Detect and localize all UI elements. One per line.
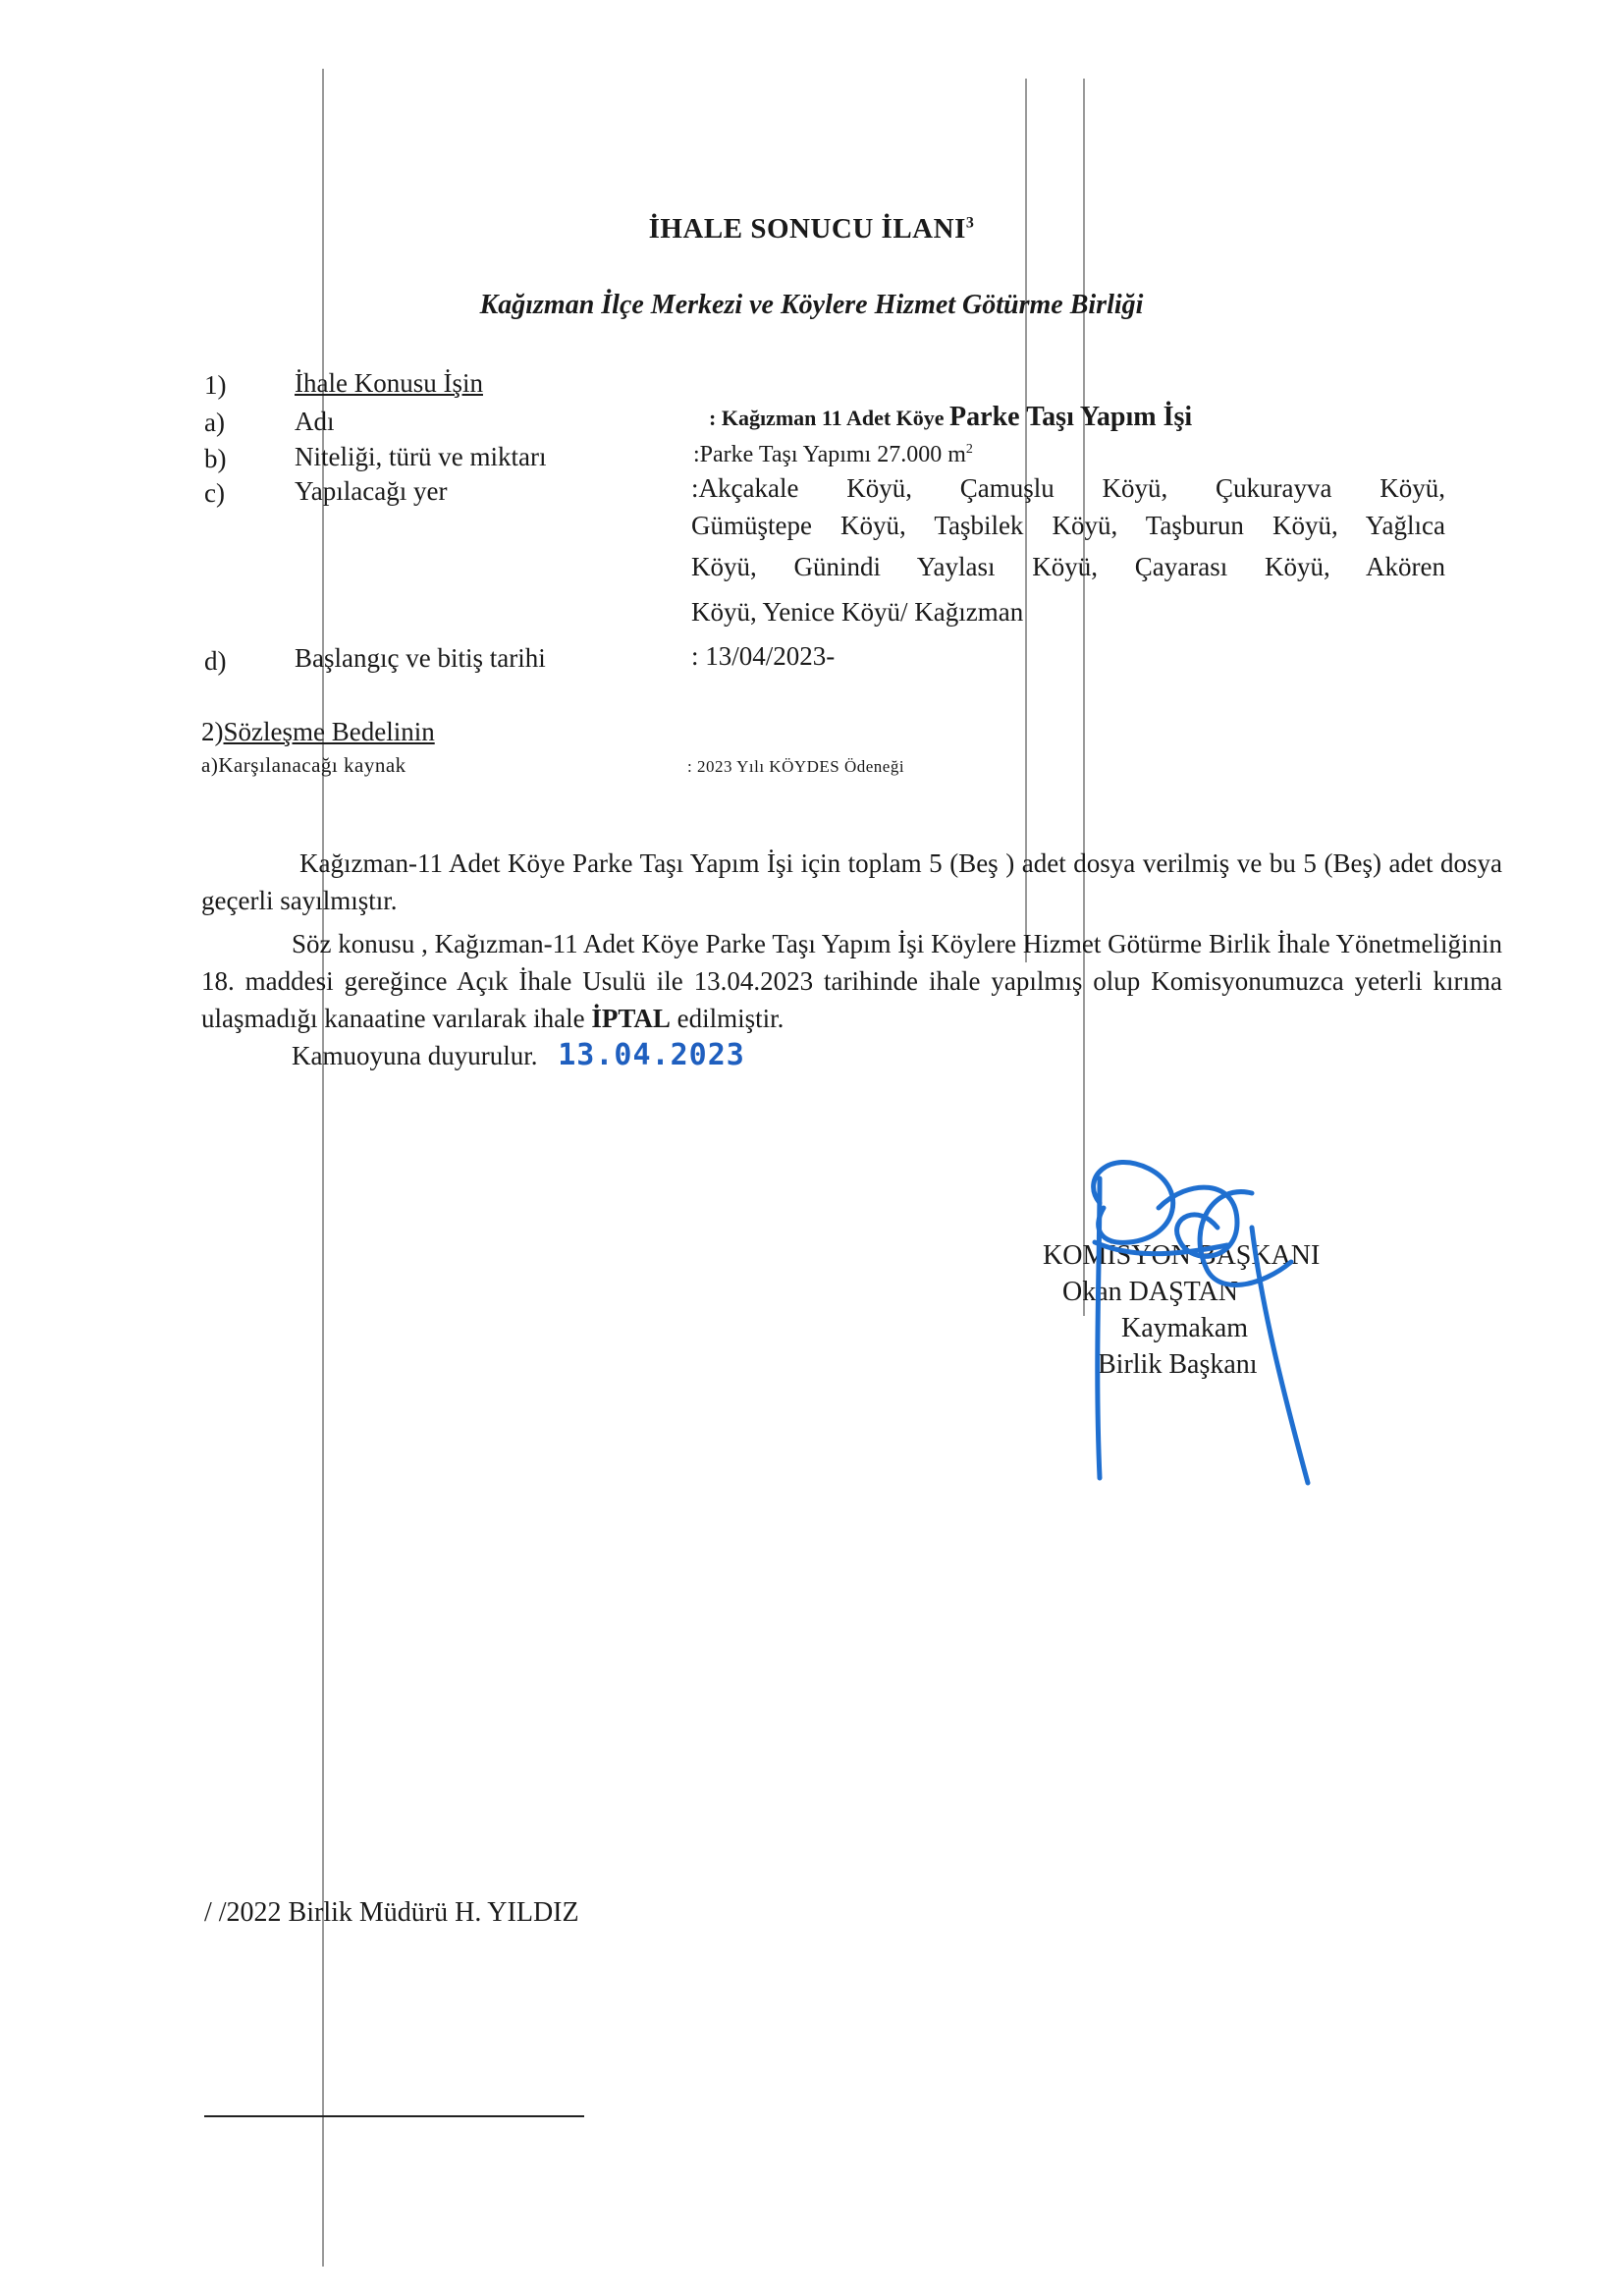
item-b-value: :Parke Taşı Yapımı 27.000 $m^2$ (693, 442, 973, 467)
section2-item-a-value: : 2023 Yılı KÖYDES Ödeneği (687, 757, 905, 776)
item-b-label: b) (204, 444, 227, 473)
handwritten-date: 13.04.2023 (558, 1038, 745, 1072)
paragraph-3: Kamuoyuna duyurulur. 13.04.2023 (292, 1038, 745, 1072)
item-a-value: : Kağızman 11 Adet Köye Parke Taşı Yapım İşi (709, 402, 1193, 432)
item-a-label: a) (204, 408, 225, 437)
body-text (201, 845, 1502, 1074)
signature-title: Kaymakam (1121, 1313, 1249, 1343)
section2-item-a-label: a)Karşılanacağı kaynak (201, 753, 406, 777)
item-c-value-line1: :Akçakale Köyü, Çamuşlu Köyü, Çukurayva Köyü, (691, 473, 1445, 503)
section1-number: 1) (204, 370, 227, 400)
title-footnote: 3 (965, 214, 975, 232)
footer-note: / /2022 Birlik Müdürü H. YILDIZ (204, 1897, 579, 1928)
cancel-word: İPTAL (591, 1004, 671, 1033)
document-subtitle: Kağızman İlçe Merkezi ve Köylere Hizmet Götürme Birliği (479, 290, 1144, 320)
item-b-name: Niteliği, türü ve miktarı (295, 442, 547, 471)
item-c-value-line4: Köyü, Yenice Köyü/ Kağızman (691, 597, 1024, 627)
paragraph-2: Söz konusu , Kağızman-11 Adet Köye Parke Taşı Yapım İşi Köylere Hizmet Götürme Birlik İhale Yönetmeliğinin 18. maddesi gereğince Açık İhale Usulü ile 13.04.2023 tarihinde ihale yapılmış olup Komisyonumuzca yeterli kırıma ulaşmadığı kanaatine varılarak ihale İPTAL edilmiştir. (201, 929, 1502, 1033)
scan-line-right (1083, 79, 1085, 1316)
item-c-name: Yapılacağı yer (295, 476, 448, 506)
section2-heading: 2)Sözleşme Bedelinin (201, 717, 435, 746)
item-d-label: d) (204, 646, 227, 676)
section1-heading: İhale Konusu İşin (295, 368, 483, 398)
item-d-name: Başlangıç ve bitiş tarihi (295, 643, 546, 673)
signature-name: Okan DAŞTAN (1062, 1277, 1238, 1307)
item-c-value-line3: Köyü, Günindi Yaylası Köyü, Çayarası Köyü, Akören (691, 552, 1445, 581)
paragraph-1: Kağızman-11 Adet Köye Parke Taşı Yapım İşi için toplam 5 (Beş ) adet dosya verilmiş ve bu 5 (Beş) adet dosya geçerli sayılmıştır. (201, 848, 1502, 915)
item-c-label: c) (204, 478, 225, 508)
footer-rule (204, 2115, 584, 2117)
item-c-value-line2: Gümüştepe Köyü, Taşbilek Köyü, Taşburun Köyü, Yağlıca (691, 511, 1445, 540)
signature-title2: Birlik Başkanı (1098, 1349, 1258, 1380)
item-a-name: Adı (295, 407, 335, 436)
document-title: İHALE SONUCU İLANI$^3$ (648, 213, 975, 245)
item-d-value: : 13/04/2023- (691, 641, 836, 671)
handwritten-signature (1041, 1149, 1325, 1503)
signature-role: KOMİSYON BAŞKANI (1043, 1240, 1321, 1271)
